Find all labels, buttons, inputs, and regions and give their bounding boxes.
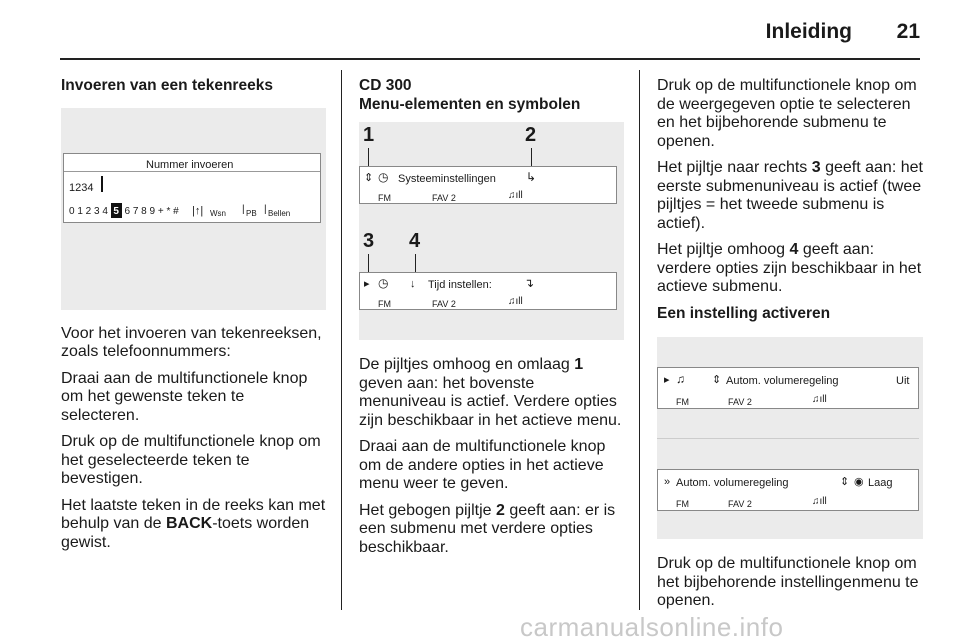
menu-symbols-illustration (359, 122, 624, 340)
string-entry-illustration (61, 108, 326, 310)
up-down-arrow-icon: ⇕ (840, 476, 850, 488)
clock-icon: ◷ (378, 276, 389, 290)
bellen-option: Bellen (268, 208, 291, 218)
band-label: FM (676, 397, 689, 407)
setting-title: Autom. volumeregeling (726, 375, 839, 387)
band-label: FM (378, 299, 391, 309)
radio-selected-icon: ◉ (854, 476, 864, 488)
paragraph: Het gebogen pijltje 2 geeft aan: er is een submenu met verdere opties beschikbaar. (359, 501, 616, 556)
display-screen (657, 367, 919, 409)
section-heading: Invoeren van een tekenreeks (61, 77, 273, 94)
favourite-label: FAV 2 (728, 499, 752, 509)
clock-icon: ◷ (378, 170, 389, 184)
paragraph: De pijltjes omhoog en omlaag 1 geven aan: het bovenste menuniveau is actief. Verdere opties zijn beschikbaar in het actieve menu. (359, 356, 622, 429)
curved-arrow-icon: ↴ (524, 276, 535, 290)
column-divider (639, 70, 640, 610)
column-3 (657, 77, 923, 619)
music-icon: ♫ (676, 372, 685, 386)
entry-value: 1234 (69, 181, 94, 194)
music-signal-icon: ♫ıll (812, 394, 827, 405)
paragraph: Draai aan de multifunctionele knop om het gewenste teken te selecteren. (61, 369, 308, 424)
paragraph: Druk op de multifunctionele knop om de weergegeven optie te selecteren en het bijbehorende submenu te openen. (657, 77, 917, 150)
display-screen (657, 469, 919, 511)
paragraph: Het laatste teken in de reeks kan met behulp van de BACK-toets worden gewist. (61, 496, 326, 551)
paragraph: Druk op de multifunctionele knop om het bijbehorende instellingenmenu te openen. (657, 555, 919, 609)
watermark: carmanualsonline.info (520, 612, 784, 642)
page-title: Inleiding (765, 20, 852, 43)
music-signal-icon: ♫ıll (812, 496, 827, 507)
right-arrow-icon: ▸ (664, 374, 670, 386)
char-row: 0 1 2 3 4 5 6 7 8 9 + * # (69, 203, 179, 222)
band-label: FM (676, 499, 689, 509)
section-heading: CD 300 (359, 77, 412, 94)
up-arrow-icon: ↓ (410, 278, 416, 290)
column-1 (61, 77, 326, 560)
section-heading: Menu-elementen en symbolen (359, 95, 581, 113)
column-2 (359, 77, 624, 565)
up-down-arrow-icon: ⇕ (364, 172, 374, 184)
display-screen (359, 272, 617, 310)
pb-option: PB (246, 208, 257, 218)
page-header (60, 0, 920, 60)
paragraph: Draai aan de multifunctionele knop om de andere opties in het actieve menu weer te geven. (359, 438, 606, 492)
setting-title: Autom. volumeregeling (676, 477, 789, 489)
callout-4: 4 (409, 230, 421, 252)
display-screen (359, 166, 617, 204)
text-cursor (101, 176, 103, 192)
right-arrow-icon: ▸ (364, 278, 370, 290)
favourite-label: FAV 2 (432, 193, 456, 203)
up-down-arrow-icon: ⇕ (712, 374, 722, 386)
paragraph: Het pijltje naar rechts 3 geeft aan: het eerste submenuniveau is actief (twee pijltjes = het tweede submenu is actief). (657, 159, 923, 232)
setting-value: Laag (868, 477, 893, 489)
screen-title: Nummer invoeren (146, 158, 234, 171)
music-signal-icon: ♫ıll (508, 190, 523, 201)
selected-char: 5 (111, 203, 122, 218)
menu-title: Tijd instellen: (428, 279, 492, 291)
curved-arrow-icon: ↳ (526, 170, 537, 184)
callout-3: 3 (363, 230, 375, 252)
menu-title: Systeeminstellingen (398, 173, 496, 185)
page-number: 21 (896, 20, 920, 43)
favourite-label: FAV 2 (432, 299, 456, 309)
callout-1: 1 (363, 124, 375, 146)
display-screen: Nummer invoeren 1234 0 1 2 3 4 5 6 7 8 9 + * # |↑| Wsn | PB | Bellen (63, 153, 321, 223)
back-key: BACK (165, 515, 213, 532)
wsn-option: Wsn (210, 208, 226, 218)
section-heading: Een instelling activeren (657, 304, 831, 322)
backspace-icon: |↑| (192, 204, 204, 217)
setting-value: Uit (896, 375, 910, 387)
paragraph: Het pijltje omhoog 4 geeft aan: verdere opties zijn beschikbaar in het actieve submenu. (657, 241, 922, 295)
double-right-arrow-icon: » (664, 476, 671, 488)
paragraph: Druk op de multifunctionele knop om het geselecteerde teken te bevestigen. (61, 433, 321, 487)
band-label: FM (378, 193, 391, 203)
favourite-label: FAV 2 (728, 397, 752, 407)
activate-setting-illustration (657, 337, 923, 539)
callout-2: 2 (525, 124, 537, 146)
paragraph: Voor het invoeren van tekenreeksen, zoals telefoonnummers: (61, 324, 322, 360)
music-signal-icon: ♫ıll (508, 296, 523, 307)
column-divider (341, 70, 342, 610)
